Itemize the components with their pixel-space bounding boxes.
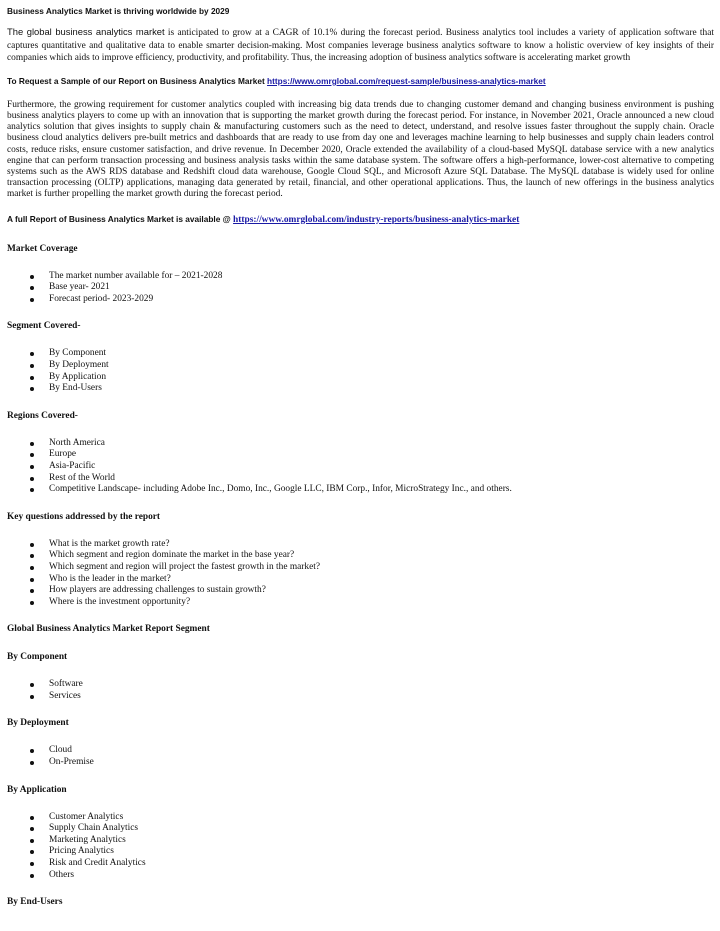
list-item [7, 539, 714, 551]
list-item-text: By Application [49, 371, 107, 382]
list-item-text: Forecast period- 2023-2029 [49, 293, 154, 304]
list-item [7, 585, 714, 597]
bullet-icon [30, 874, 34, 878]
section-heading: By Component [7, 652, 68, 663]
bullet-list [7, 348, 714, 394]
list-item-text: Services [49, 690, 81, 701]
list-item-text: The market number available for – 2021-2028 [49, 270, 223, 281]
section-heading: Global Business Analytics Market Report Segment [7, 624, 210, 635]
list-item-text: By Component [49, 348, 107, 359]
bullet-icon [30, 488, 34, 492]
bullet-icon [30, 465, 34, 469]
list-item [7, 858, 714, 870]
list-item [7, 473, 714, 485]
list-item [7, 282, 714, 294]
bullet-icon [30, 286, 34, 290]
list-item [7, 745, 714, 757]
full-report-link[interactable]: https://www.omrglobal.com/industry-reports/business-analytics-market [233, 214, 520, 225]
sample-request-link[interactable]: https://www.omrglobal.com/request-sample/business-analytics-market [267, 75, 546, 86]
list-item [7, 823, 714, 835]
list-item [7, 438, 714, 450]
bullet-icon [30, 275, 34, 279]
body-paragraph: Furthermore, the growing requirement for customer analytics coupled with increasing big data trends due to changing customer demand and changing business environment is pushing business analytics players to come up with an innovation that is supporting the market growth during the forecast period. For instance, in November 2021, Oracle announced a new cloud analytics solution that gives insights to supply chain & manufacturing customers such as the need to detect, understand, and resolve issues faster throughout the supply chain. Oracle business cloud analytics delivers pre-built metrics and dashboards that are ready to use from day one and leverages machine learning to help businesses and supply chain leaders control costs, reduce risks, ensure customer satisfaction, and drive revenue. In December 2020, Oracle extended the availability of a cloud-based MySQL database service with a new analytics engine that can perform transaction processing and business analysis tasks within the same database system. The software offers a high-performance, lower-cost alternative to competing systems such as the AWS RDS database and Redshift cloud data warehouse, Google Cloud SQL, and Microsoft Azure SQL Database. The MySQL database is widely used for online transaction processing (OLTP) applications, managing data generated by retail, financial, and other operational applications. Thus, the launch of new offerings in the business analytics market is further propelling the market growth during the forecast period. [7, 99, 714, 200]
document-page [7, 6, 714, 924]
list-item [7, 484, 714, 496]
full-report-line [7, 213, 714, 226]
sample-request-line [7, 75, 714, 87]
bullet-icon [30, 442, 34, 446]
list-item-text: Supply Chain Analytics [49, 823, 139, 834]
list-item-text: By End-Users [49, 383, 102, 394]
list-item-text: Risk and Credit Analytics [49, 858, 146, 869]
list-item-text: On-Premise [49, 757, 94, 768]
section-heading: By Deployment [7, 718, 69, 729]
bullet-icon [30, 364, 34, 368]
list-item [7, 597, 714, 609]
list-item [7, 574, 714, 586]
list-item-text: Where is the investment opportunity? [49, 596, 191, 607]
list-item [7, 870, 714, 882]
list-item [7, 691, 714, 703]
list-item [7, 757, 714, 769]
list-item [7, 372, 714, 384]
list-item-text: Competitive Landscape- including Adobe Inc., Domo, Inc., Google LLC, IBM Corp., Infor, MicroStrategy Inc., and others. [49, 484, 512, 495]
list-item-text: Customer Analytics [49, 811, 124, 822]
list-item [7, 383, 714, 395]
section-heading: Segment Covered- [7, 321, 81, 332]
list-item-text: Pricing Analytics [49, 846, 114, 857]
bullet-icon [30, 683, 34, 687]
list-item-text: Marketing Analytics [49, 834, 126, 845]
bullet-icon [30, 387, 34, 391]
bullet-list [7, 679, 714, 702]
bullet-icon [30, 749, 34, 753]
list-item [7, 461, 714, 473]
bullet-list [7, 745, 714, 768]
bullet-list [7, 438, 714, 496]
section-heading: By End-Users [7, 897, 63, 908]
bullet-icon [30, 601, 34, 605]
list-item-text: Rest of the World [49, 472, 115, 483]
section-heading: Regions Covered- [7, 410, 78, 421]
list-item [7, 294, 714, 306]
bullet-list [7, 539, 714, 609]
list-item-text: North America [49, 437, 105, 448]
list-item-text: Which segment and region dominate the market in the base year? [49, 550, 295, 561]
document-title: Business Analytics Market is thriving worldwide by 2029 [7, 6, 230, 16]
list-item-text: Who is the leader in the market? [49, 573, 171, 584]
sections-container [7, 243, 714, 909]
list-item-text: Base year- 2021 [49, 282, 110, 293]
list-item [7, 348, 714, 360]
list-item [7, 360, 714, 372]
bullet-icon [30, 850, 34, 854]
bullet-icon [30, 554, 34, 558]
intro-text: is anticipated to grow at a CAGR of 10.1% during the forecast period. Business analytics tool includes a variety of application software that captures quantitative and qualitative data to enable smarter decision-making. Most companies leverage business analytics software to know a holistic overview of key insights of their companies which aids to improve efficiency, productivity, and profitability. Thus, the increasing adoption of business analytics software is accelerating market growth [7, 28, 714, 64]
list-item-text: How players are addressing challenges to sustain growth? [49, 585, 266, 596]
list-item-text: Others [49, 869, 74, 880]
list-item-text: By Deployment [49, 359, 109, 370]
list-item-text: Which segment and region will project the fastest growth in the market? [49, 561, 321, 572]
bullet-icon [30, 578, 34, 582]
section-heading: Market Coverage [7, 243, 78, 254]
list-item [7, 679, 714, 691]
sample-request-label: To Request a Sample of our Report on Business Analytics Market [7, 75, 268, 86]
bullet-icon [30, 589, 34, 593]
list-item-text: What is the market growth rate? [49, 538, 170, 549]
bullet-icon [30, 543, 34, 547]
bullet-icon [30, 839, 34, 843]
full-report-label: A full Report of Business Analytics Market is available @ [7, 213, 234, 224]
bullet-icon [30, 816, 34, 820]
bullet-icon [30, 862, 34, 866]
bullet-icon [30, 352, 34, 356]
bullet-icon [30, 376, 34, 380]
section-heading: By Application [7, 784, 67, 795]
bullet-list [7, 812, 714, 882]
bullet-icon [30, 566, 34, 570]
list-item [7, 562, 714, 574]
section-heading: Key questions addressed by the report [7, 511, 161, 522]
list-item [7, 449, 714, 461]
intro-paragraph [7, 26, 714, 65]
bullet-icon [30, 477, 34, 481]
list-item-text: Cloud [49, 745, 72, 756]
bullet-icon [30, 695, 34, 699]
list-item-text: Asia-Pacific [49, 460, 96, 471]
list-item [7, 271, 714, 283]
bullet-icon [30, 761, 34, 765]
list-item-text: Europe [49, 449, 77, 460]
bullet-icon [30, 453, 34, 457]
list-item [7, 835, 714, 847]
intro-lead: The global business analytics market [7, 26, 165, 37]
bullet-list [7, 271, 714, 306]
list-item [7, 846, 714, 858]
list-item-text: Software [49, 679, 83, 690]
list-item [7, 812, 714, 824]
bullet-icon [30, 827, 34, 831]
list-item [7, 550, 714, 562]
bullet-icon [30, 298, 34, 302]
